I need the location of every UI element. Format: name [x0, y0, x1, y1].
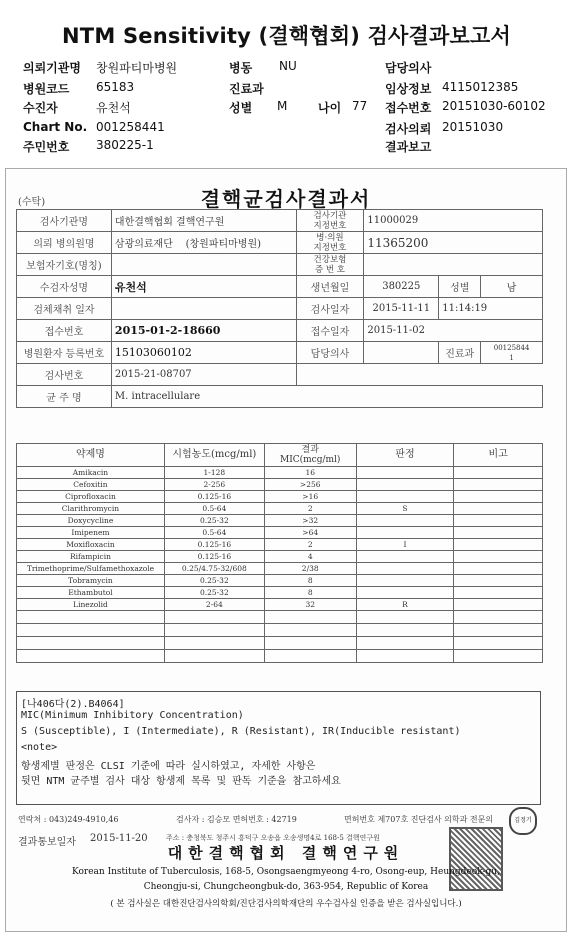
org-value: 창원파티마병원 — [96, 61, 178, 75]
clinical-info-label: 임상정보 — [385, 82, 432, 96]
mic-cell — [17, 624, 165, 637]
mic-cell — [356, 650, 454, 663]
lab-id-value: 11000029 — [364, 210, 543, 232]
test-date-value: 2015-11-11 — [364, 298, 439, 320]
accession-label: 접수번호 — [17, 320, 112, 342]
insurance-no-label: 건강보험 증 번 호 — [296, 254, 364, 276]
age-label: 나이 — [318, 101, 342, 115]
chart-no-value: 001258441 — [96, 120, 165, 134]
req-hospital-value — [111, 232, 296, 254]
test-no-label: 검사번호 — [17, 364, 112, 386]
mic-cell — [164, 611, 264, 624]
mic-cell — [356, 575, 454, 587]
mic-cell: 1-128 — [164, 467, 264, 479]
mic-row — [17, 575, 543, 587]
req-hospital-label: 의뢰 병의원명 — [17, 232, 112, 254]
test-date-label: 검사일자 — [296, 298, 364, 320]
sex-value: M — [277, 99, 288, 113]
address-en-1: Korean Institute of Tuberculosis, 168-5, Osongsaengmyeong 4-ro, Osong-eup, Heungdeok-gu, — [72, 867, 500, 877]
mic-cell — [356, 527, 454, 539]
mic-cell: Amikacin — [17, 467, 165, 479]
doctor-label: 담당의사 — [385, 61, 432, 75]
mic-table — [16, 443, 543, 663]
mic-row — [17, 527, 543, 539]
mic-empty-row — [17, 624, 543, 637]
info-table — [16, 209, 543, 408]
mic-cell — [264, 624, 356, 637]
license-info: 면허번호 제707호 진단검사 의학과 전문의 — [344, 815, 494, 824]
mic-cell: >64 — [264, 527, 356, 539]
mic-row — [17, 515, 543, 527]
mic-cell — [454, 539, 543, 551]
clinic-id-label: 병·의원 지정번호 — [296, 232, 364, 254]
mic-cell: Rifampicin — [17, 551, 165, 563]
mic-cell — [454, 515, 543, 527]
mic-cell — [454, 527, 543, 539]
mic-cell: 4 — [264, 551, 356, 563]
gender-value: 남 — [481, 276, 543, 298]
mic-cell: 0.25-32 — [164, 587, 264, 599]
doctor-seal: 김정기 — [509, 807, 537, 835]
mic-cell — [454, 575, 543, 587]
mic-empty-row — [17, 611, 543, 624]
insurer-value — [111, 254, 296, 276]
receipt-date-label: 접수일자 — [296, 320, 364, 342]
mic-cell — [164, 637, 264, 650]
mic-cell — [356, 491, 454, 503]
mic-cell — [164, 624, 264, 637]
receipt-no-value: 20151030-60102 — [442, 99, 546, 113]
mic-cell: 2 — [264, 503, 356, 515]
gender-label: 성별 — [439, 276, 481, 298]
mic-cell: >32 — [264, 515, 356, 527]
mic-cell: Imipenem — [17, 527, 165, 539]
scanned-report — [5, 168, 567, 932]
mic-cell — [454, 650, 543, 663]
examinee-value: 유천석 — [111, 276, 296, 298]
mic-cell — [454, 467, 543, 479]
patient-reg-label: 병원환자 등록번호 — [17, 342, 112, 364]
insurer-label: 보험자기호(명칭) — [17, 254, 112, 276]
sample-date-label: 검체채취 일자 — [17, 298, 112, 320]
ward-label: 병동 — [229, 61, 253, 75]
mic-cell — [356, 479, 454, 491]
clinic-id-value: 11365200 — [364, 232, 543, 254]
mic-cell: Trimethoprime/Sulfamethoxazole — [17, 563, 165, 575]
mic-cell — [356, 515, 454, 527]
mic-header-row — [17, 444, 543, 467]
org-label: 의뢰기관명 — [23, 61, 81, 75]
mic-header-cell: 비고 — [454, 444, 543, 467]
rrn-value: 380225-1 — [96, 138, 154, 152]
examinee-label: 수검자성명 — [17, 276, 112, 298]
receipt-date-value: 2015-11-02 — [364, 320, 543, 342]
lab-id-label: 검사기관 지정번호 — [296, 210, 364, 232]
hospital-code-label: 병원코드 — [23, 82, 70, 96]
mic-cell — [356, 551, 454, 563]
mic-cell — [454, 479, 543, 491]
attending-value — [364, 342, 439, 364]
mic-cell — [264, 637, 356, 650]
age-value: 77 — [352, 99, 368, 113]
request-date-label: 검사의뢰 — [385, 122, 432, 136]
mic-cell: >256 — [264, 479, 356, 491]
mic-cell — [454, 551, 543, 563]
mic-row — [17, 587, 543, 599]
mic-row — [17, 539, 543, 551]
mic-cell: 0.125-16 — [164, 539, 264, 551]
mic-cell: Linezolid — [17, 599, 165, 611]
lab-name-label: 검사기관명 — [17, 210, 112, 232]
notify-date-value: 2015-11-20 — [90, 833, 148, 844]
contact-phone: 연락처 : 043)249-4910,46 — [18, 815, 119, 824]
header-row-1 — [23, 59, 178, 76]
test-time-value: 11:14:19 — [439, 298, 543, 320]
mic-cell: S — [356, 503, 454, 515]
address-en-2: Cheongju-si, Chungcheongbuk-do, 363-954, Republic of Korea — [143, 882, 429, 892]
mic-cell — [454, 624, 543, 637]
mic-row — [17, 479, 543, 491]
notes-box — [16, 691, 541, 805]
mic-empty-row — [17, 650, 543, 663]
patient-reg-value: 15103060102 — [111, 342, 296, 364]
department-label: 진료과 — [439, 342, 481, 364]
test-no-value: 2015-21-08707 — [111, 364, 296, 386]
mic-cell — [454, 563, 543, 575]
mic-cell: Tobramycin — [17, 575, 165, 587]
report-title: 결핵균검사결과서 — [200, 187, 372, 211]
certification-note: ( 본 검사실은 대한진단검사의학회/진단검사의학재단의 우수검사실 인증을 받은 검사실입니다.) — [110, 899, 462, 909]
mic-cell: 0.125-16 — [164, 551, 264, 563]
mic-cell — [264, 650, 356, 663]
mic-cell: 2/38 — [264, 563, 356, 575]
mic-cell — [454, 503, 543, 515]
mic-cell — [356, 467, 454, 479]
mic-row — [17, 599, 543, 611]
mic-cell: 0.5-64 — [164, 503, 264, 515]
mic-cell — [454, 637, 543, 650]
birthdate-label: 생년월일 — [296, 276, 364, 298]
mic-row — [17, 551, 543, 563]
consignment-tag: (수탁) — [18, 197, 46, 208]
mic-cell: 2 — [264, 539, 356, 551]
report-label: 결과보고 — [385, 140, 432, 154]
mic-cell — [454, 587, 543, 599]
attending-label: 담당의사 — [296, 342, 364, 364]
mic-cell — [454, 599, 543, 611]
mic-cell: 0.25-32 — [164, 575, 264, 587]
mic-cell: 8 — [264, 587, 356, 599]
hospital-code-value: 65183 — [96, 80, 135, 94]
mic-cell — [17, 650, 165, 663]
birthdate-value: 380225 — [364, 276, 439, 298]
note-header: <note> — [21, 742, 58, 753]
mic-cell — [164, 650, 264, 663]
address-kr: 주소 : 충청북도 청주시 흥덕구 오송읍 오송생명4로 168-5 결핵연구원 — [166, 834, 380, 842]
rrn-label: 주민번호 — [23, 140, 70, 154]
institute-name: 대한결핵협회 결핵연구원 — [167, 844, 405, 862]
mic-cell: >16 — [264, 491, 356, 503]
patient-value: 유천석 — [96, 101, 131, 115]
mic-cell: 0.125-16 — [164, 491, 264, 503]
req-hospital-name: 삼광의료재단 — [114, 239, 173, 250]
accession-value: 2015-01-2-18660 — [111, 320, 296, 342]
req-hospital-sub: (창원파티마병원) — [185, 239, 262, 250]
lab-name-value: 대한결핵협회 결핵연구원 — [111, 210, 296, 232]
mic-cell: 8 — [264, 575, 356, 587]
mic-cell: Ciprofloxacin — [17, 491, 165, 503]
mic-cell — [264, 611, 356, 624]
mic-cell: Ethambutol — [17, 587, 165, 599]
mic-cell — [454, 611, 543, 624]
mic-cell: Clarithromycin — [17, 503, 165, 515]
mic-cell: 0.25-32 — [164, 515, 264, 527]
mic-cell — [356, 587, 454, 599]
mic-header-cell: 약제명 — [17, 444, 165, 467]
mic-header-cell: 시험농도(mcg/ml) — [164, 444, 264, 467]
chart-no-label: Chart No. — [23, 120, 88, 134]
mic-cell — [356, 563, 454, 575]
note-code: [나406다(2).B4064] — [21, 699, 125, 710]
mic-cell: Doxycycline — [17, 515, 165, 527]
mic-cell: 2-256 — [164, 479, 264, 491]
strain-label: 균 주 명 — [17, 386, 112, 408]
note-line-1: 항생제별 판정은 CLSI 기준에 따라 실시하였고, 자세한 사항은 — [21, 761, 316, 772]
sex-label: 성별 — [229, 101, 253, 115]
sample-date-value — [111, 298, 296, 320]
mic-cell — [356, 637, 454, 650]
mic-row — [17, 467, 543, 479]
note-legend: S (Susceptible), I (Intermediate), R (Resistant), IR(Inducible resistant) — [21, 726, 461, 737]
mic-row — [17, 563, 543, 575]
mic-cell — [17, 611, 165, 624]
request-date-value: 20151030 — [442, 120, 504, 134]
dept-label: 진료과 — [229, 82, 264, 96]
notify-date-label: 결과통보일자 — [18, 837, 76, 848]
insurance-no-value — [364, 254, 543, 276]
mic-cell: 16 — [264, 467, 356, 479]
mic-cell — [454, 491, 543, 503]
department-value: 00125844 1 — [481, 342, 543, 364]
mic-cell: Cefoxitin — [17, 479, 165, 491]
page-title: NTM Sensitivity (결핵협회) 검사결과보고서 — [62, 24, 511, 48]
patient-label: 수진자 — [23, 101, 58, 115]
mic-cell: R — [356, 599, 454, 611]
mic-header-cell: 판정 — [356, 444, 454, 467]
mic-cell: 0.25/4.75-32/608 — [164, 563, 264, 575]
mic-cell: I — [356, 539, 454, 551]
mic-header-cell: 결과 MIC(mcg/ml) — [264, 444, 356, 467]
mic-cell: 0.5-64 — [164, 527, 264, 539]
mic-cell: 2-64 — [164, 599, 264, 611]
strain-value: M. intracellulare — [111, 386, 542, 408]
mic-empty-row — [17, 637, 543, 650]
receipt-no-label: 접수번호 — [385, 101, 432, 115]
mic-cell: Moxifloxacin — [17, 539, 165, 551]
note-mic: MIC(Minimum Inhibitory Concentration) — [21, 710, 244, 721]
ward-value: NU — [279, 59, 297, 73]
mic-row — [17, 503, 543, 515]
mic-cell — [356, 611, 454, 624]
mic-cell: 32 — [264, 599, 356, 611]
note-line-2: 뒷면 NTM 균주별 검사 대상 항생제 목록 및 판독 기준을 참고하세요 — [21, 776, 341, 787]
clinical-info-value: 4115012385 — [442, 80, 519, 94]
examiner-info: 검사자 : 김승모 면허번호 : 42719 — [176, 815, 297, 824]
mic-cell — [356, 624, 454, 637]
mic-cell — [17, 637, 165, 650]
mic-row — [17, 491, 543, 503]
